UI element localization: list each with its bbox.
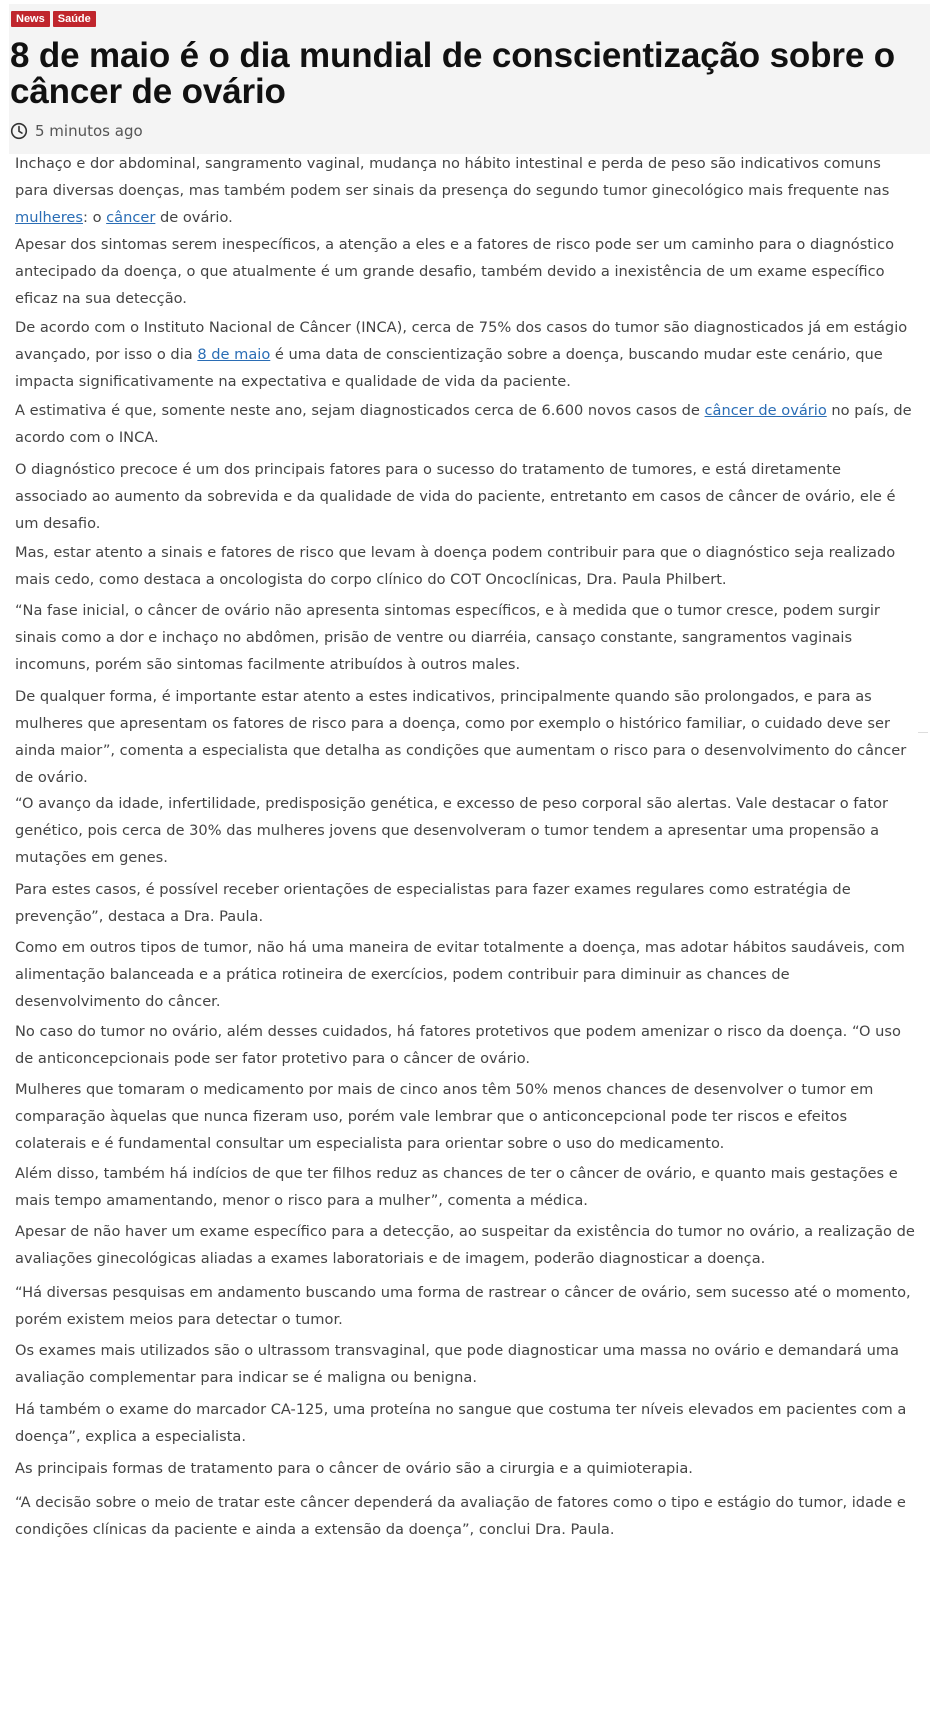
paragraph-6: Mas, estar atento a sinais e fatores de risco que levam à doença podem contribuir para que o diagnóstico seja realizado mais cedo, como destaca a oncologista do corpo clínico do COT Oncoclínicas, Dra. Paula Philbert. bbox=[15, 544, 896, 588]
paragraph-4: A estimativa é que, somente neste ano, sejam diagnosticados cerca de 6.600 novos casos de câncer de ovário no país, de acordo com o INCA. bbox=[15, 402, 912, 446]
link-cancer-de-ovario[interactable]: câncer de ovário bbox=[704, 402, 827, 419]
paragraph-11: Como em outros tipos de tumor, não há uma maneira de evitar totalmente a doença, mas adotar hábitos saudáveis, com alimentação balanceada e a prática rotineira de exercícios, podem contribuir para diminuir as chances de desenvolvimento do câncer. bbox=[15, 939, 905, 1010]
paragraph-14: Além disso, também há indícios de que ter filhos reduz as chances de ter o câncer de ovário, e quanto mais gestações e mais tempo amamentando, menor o risco para a mulher”, comenta a médica. bbox=[15, 1165, 898, 1209]
paragraph-10: Para estes casos, é possível receber orientações de especialistas para fazer exames regulares como estratégia de prevenção”, destaca a Dra. Paula. bbox=[15, 881, 851, 925]
paragraph-17: Os exames mais utilizados são o ultrassom transvaginal, que pode diagnosticar uma massa no ovário e demandará uma avaliação complementar para indicar se é maligna ou benigna. bbox=[15, 1342, 899, 1386]
paragraph-5: O diagnóstico precoce é um dos principais fatores para o sucesso do tratamento de tumores, e está diretamente associado ao aumento da sobrevida e da qualidade de vida do paciente, entretanto em casos de câncer de ovário, ele é um desafio. bbox=[15, 461, 896, 532]
article-header bbox=[9, 4, 930, 154]
link-8-de-maio[interactable]: 8 de maio bbox=[197, 346, 271, 363]
paragraph-15: Apesar de não haver um exame específico para a detecção, ao suspeitar da existência do tumor no ovário, a realização de avaliações ginecológicas aliadas a exames laboratoriais e de imagem, poderão diagnosticar a doença. bbox=[15, 1223, 915, 1267]
link-mulheres[interactable]: mulheres bbox=[15, 209, 84, 226]
link-cancer[interactable]: câncer bbox=[106, 209, 156, 226]
clock-icon bbox=[10, 122, 28, 140]
paragraph-7: “Na fase inicial, o câncer de ovário não apresenta sintomas específicos, e à medida que o tumor cresce, podem surgir sinais como a dor e inchaço no abdômen, prisão de ventre ou diarréia, cansaço constante, sangramentos vaginais incomuns, porém são sintomas facilmente atribuídos à outros males. bbox=[15, 602, 880, 673]
paragraph-20: “A decisão sobre o meio de tratar este câncer dependerá da avaliação de fatores como o tipo e estágio do tumor, idade e condições clínicas da paciente e ainda a extensão da doença”, conclui Dra. Paula. bbox=[15, 1494, 906, 1538]
paragraph-18: Há também o exame do marcador CA-125, uma proteína no sangue que costuma ter níveis elevados em pacientes com a doença”, explica a especialista. bbox=[15, 1401, 907, 1445]
paragraph-2: Apesar dos sintomas serem inespecíficos, a atenção a eles e a fatores de risco pode ser um caminho para o diagnóstico antecipado da doença, o que atualmente é um grande desafio, também devido a inexistência de um exame específico eficaz na sua detecção. bbox=[15, 236, 895, 307]
paragraph-16: “Há diversas pesquisas em andamento buscando uma forma de rastrear o câncer de ovário, sem sucesso até o momento, porém existem meios para detectar o tumor. bbox=[15, 1284, 911, 1328]
post-time: 5 minutos ago bbox=[35, 122, 143, 140]
paragraph-12: No caso do tumor no ovário, além desses cuidados, há fatores protetivos que podem amenizar o risco da doença. “O uso de anticoncepcionais pode ser fator protetivo para o câncer de ovário. bbox=[15, 1023, 901, 1067]
paragraph-1: Inchaço e dor abdominal, sangramento vaginal, mudança no hábito intestinal e perda de peso são indicativos comuns para diversas doenças, mas também podem ser sinais da presença do segundo tumor ginecológico mais frequente nas mulheres: o câncer de ovário. bbox=[15, 155, 890, 226]
post-meta bbox=[10, 122, 143, 140]
divider bbox=[918, 732, 928, 733]
paragraph-13: Mulheres que tomaram o medicamento por mais de cinco anos têm 50% menos chances de desenvolver o tumor em comparação àquelas que nunca fizeram uso, porém vale lembrar que o anticoncepcional pode ter riscos e efeitos colaterais e é fundamental consultar um especialista para orientar sobre o uso do medicamento. bbox=[15, 1081, 874, 1152]
tag-saude[interactable]: Saúde bbox=[53, 11, 96, 27]
paragraph-19: As principais formas de tratamento para o câncer de ovário são a cirurgia e a quimioterapia. bbox=[15, 1460, 693, 1477]
category-tags bbox=[11, 11, 96, 27]
tag-news[interactable]: News bbox=[11, 11, 50, 27]
article-title: 8 de maio é o dia mundial de conscientização sobre o câncer de ovário bbox=[10, 36, 895, 111]
paragraph-3: De acordo com o Instituto Nacional de Câncer (INCA), cerca de 75% dos casos do tumor são diagnosticados já em estágio avançado, por isso o dia 8 de maio é uma data de conscientização sobre a doença, buscando mudar este cenário, que impacta significativamente na expectativa e qualidade de vida da paciente. bbox=[15, 319, 908, 390]
paragraph-8: De qualquer forma, é importante estar atento a estes indicativos, principalmente quando são prolongados, e para as mulheres que apresentam os fatores de risco para a doença, como por exemplo o histórico familiar, o cuidado deve ser ainda maior”, comenta a especialista que detalha as condições que aumentam o risco para o desenvolvimento do câncer de ovário. bbox=[15, 688, 907, 786]
paragraph-9: “O avanço da idade, infertilidade, predisposição genética, e excesso de peso corporal são alertas. Vale destacar o fator genético, pois cerca de 30% das mulheres jovens que desenvolveram o tumor tendem a apresentar uma propensão a mutações em genes. bbox=[15, 795, 888, 866]
